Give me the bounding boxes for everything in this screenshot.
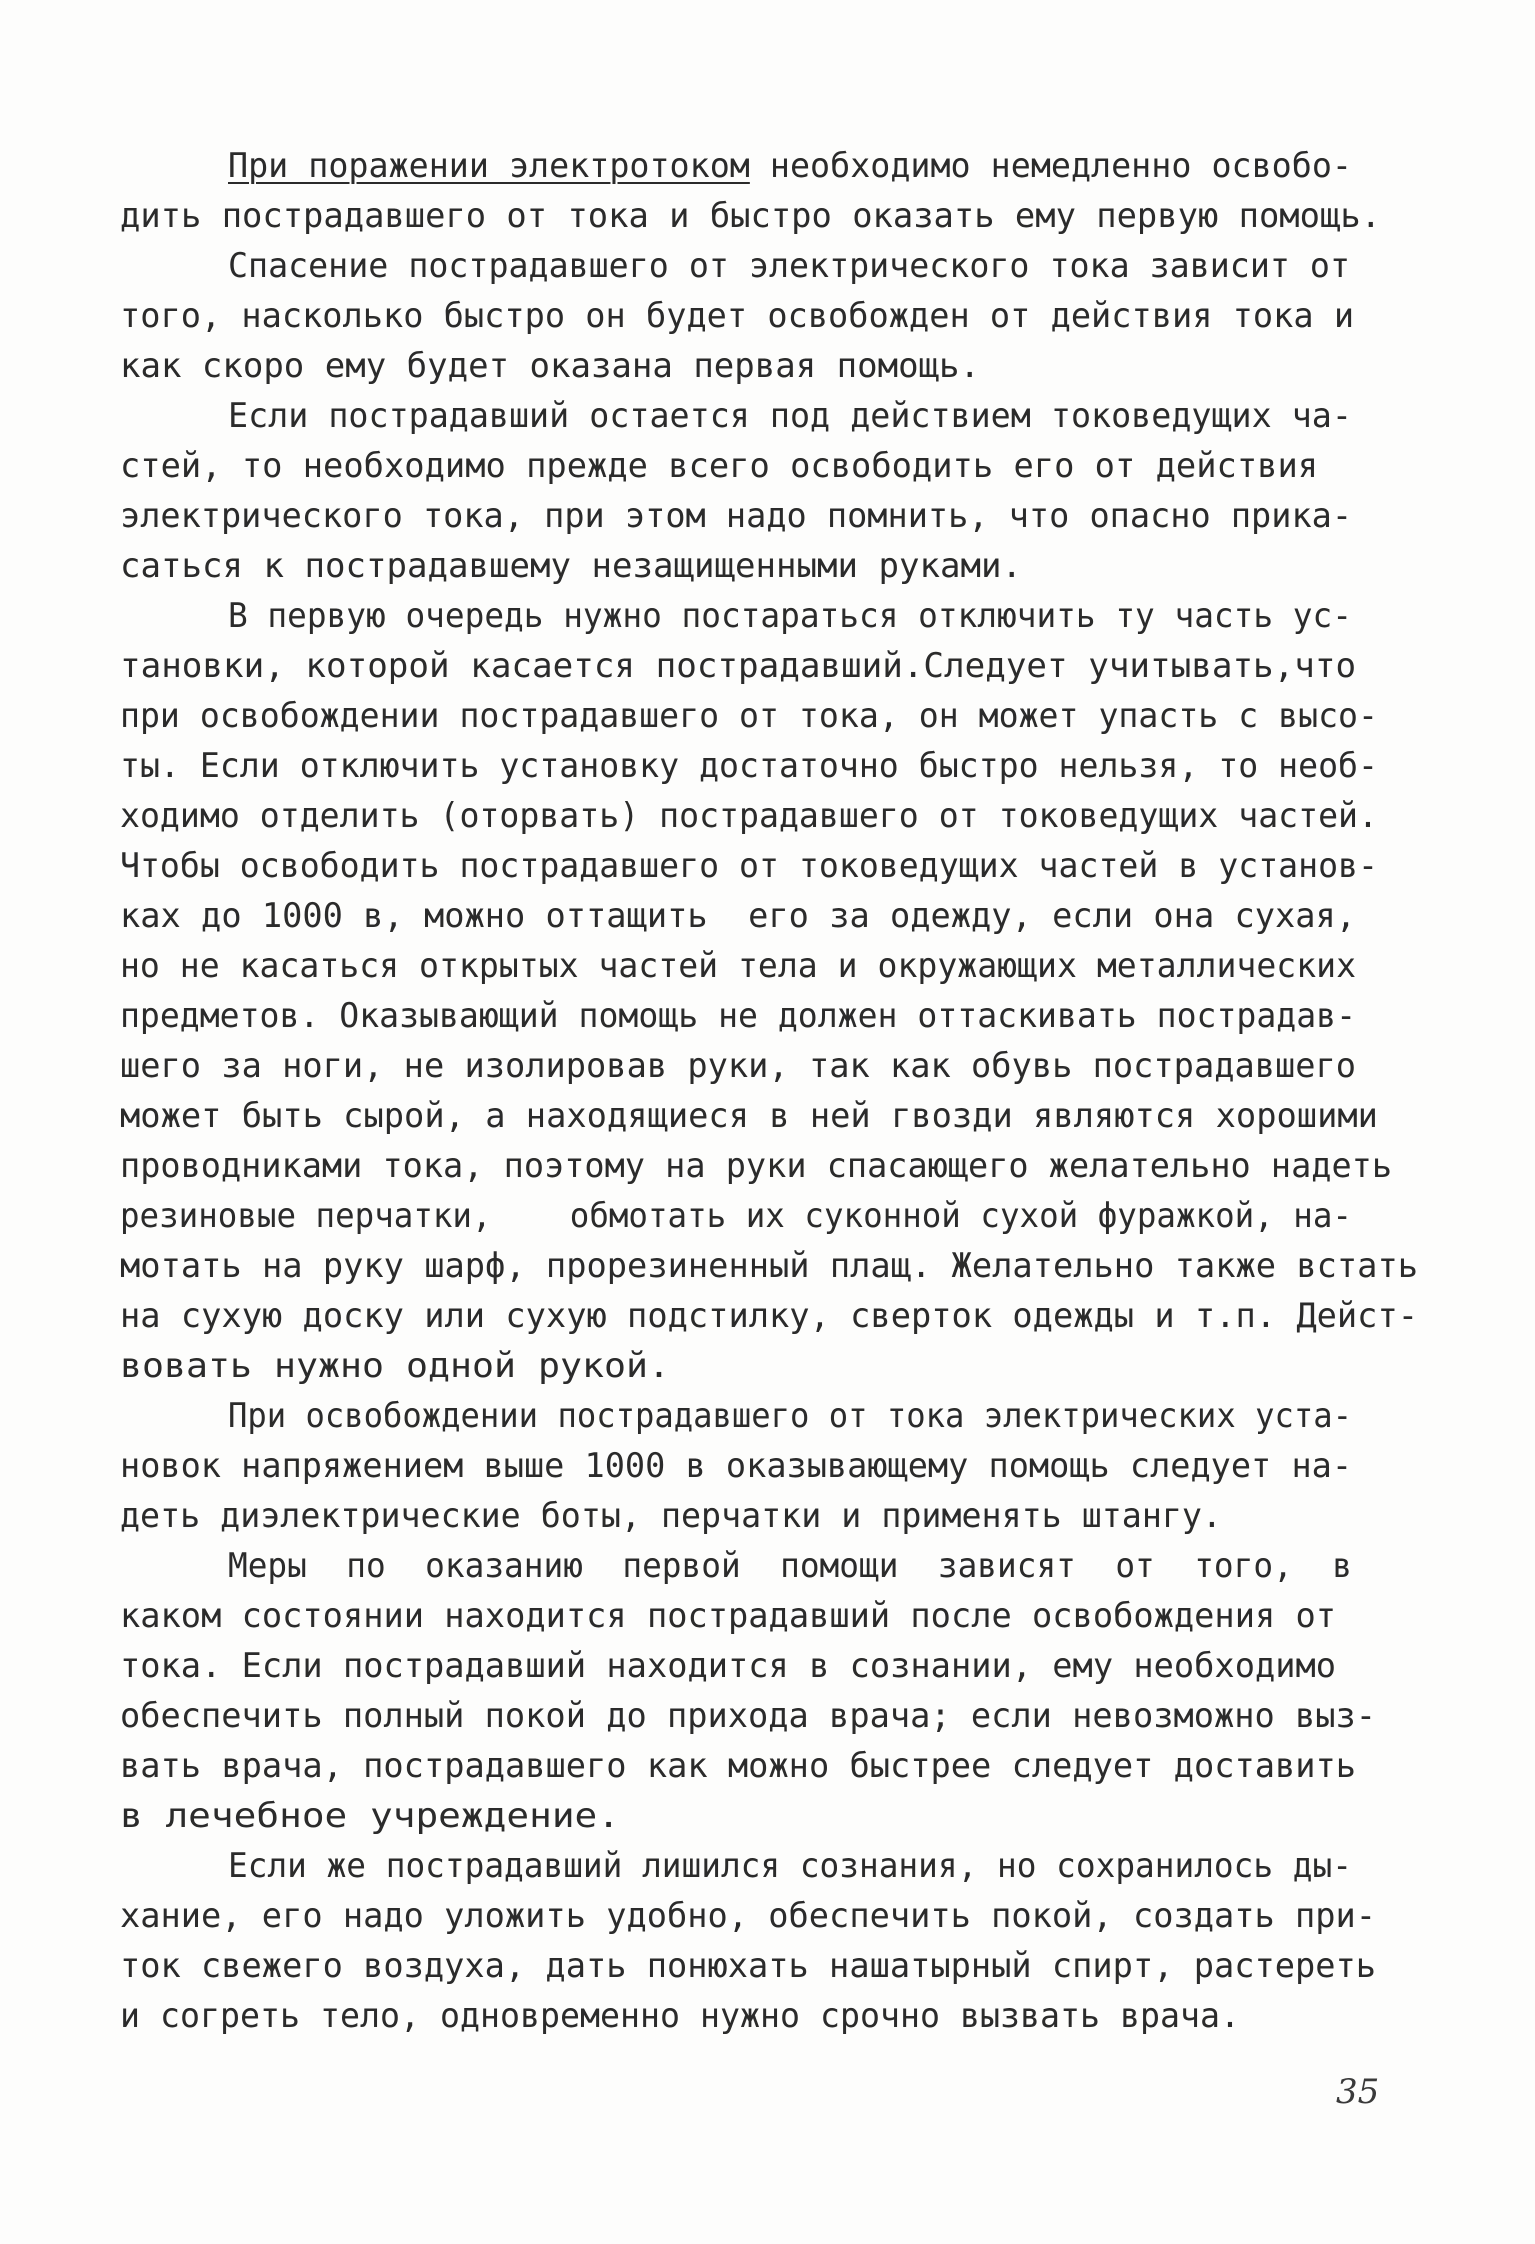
text-line [120,1146,1392,1186]
text-run: но не касаться открытых частей тела и окружающих металлических [120,946,1357,986]
text-line [120,846,1378,886]
text-run: при освобождении пострадавшего от тока, он может упасть с высо- [120,696,1378,736]
text-line [120,1796,620,1836]
text-run: необходимо немедленно освобо- [749,146,1352,186]
text-run: обеспечить полный покой до прихода врача; если невозможно выз- [120,1696,1377,1736]
text-run: При освобождении пострадавшего от тока электрических уста- [228,1396,1352,1436]
text-line [120,496,1352,536]
text-line [120,1596,1336,1636]
text-run: как скоро ему будет оказана первая помощь. [120,346,980,386]
text-line [120,996,1356,1036]
text-line [120,296,1354,336]
text-run: проводниками тока, поэтому на руки спасающего желательно надеть [120,1146,1393,1186]
text-line [228,396,1352,436]
text-line [120,896,1356,936]
text-run: мотать на руку шарф, прорезиненный плащ. Желательно также встать [120,1246,1419,1286]
text-line [120,1746,1356,1786]
text-run: ток свежего воздуха, дать понюхать нашатырный спирт, растереть [120,1946,1377,1986]
text-run: вать врача, пострадавшего как можно быстрее следует доставить [120,1746,1357,1786]
text-line [120,1296,1418,1336]
text-line [120,746,1378,786]
text-run: новок напряжением выше 1000 в оказывающему помощь следует на- [120,1446,1353,1486]
text-run: деть диэлектрические боты, перчатки и применять штангу. [120,1496,1222,1536]
text-line [228,1546,1352,1586]
text-run: Чтобы освободить пострадавшего от токоведущих частей в установ- [120,846,1378,886]
text-run: Спасение пострадавшего от электрического тока зависит от [228,246,1351,286]
text-line [120,1896,1376,1936]
text-run: ты. Если отключить установку достаточно быстро нельзя, то необ- [120,746,1378,786]
text-run: шего за ноги, не изолировав руки, так как обувь пострадавшего [120,1046,1357,1086]
text-run: ках до 1000 в, можно оттащить его за одежду, если она сухая, [120,896,1357,936]
text-run: вовать нужно одной рукой. [120,1346,670,1386]
text-line [120,646,1356,686]
text-run: дить пострадавшего от тока и быстро оказать ему первую помощь. [120,196,1382,236]
text-run: на сухую доску или сухую подстилку, сверток одежды и т.п. Дейст- [120,1296,1419,1336]
text-run: саться к пострадавшему незащищенными руками. [120,546,1023,586]
text-line [228,596,1352,636]
text-run: в лечебное учреждение. [120,1796,621,1836]
text-run: резиновые перчатки, обмотать их суконной сухой фуражкой, на- [120,1196,1352,1236]
text-line [228,1396,1352,1436]
text-run: ходимо отделить (оторвать) пострадавшего от токоведущих частей. [120,796,1378,836]
text-run: тановки, которой касается пострадавший.Следует учитывать,что [120,646,1357,686]
text-line [228,246,1350,286]
text-run: и согреть тело, одновременно нужно срочно вызвать врача. [120,1996,1240,2036]
text-line [120,1996,1240,2036]
text-line [120,446,1318,486]
text-line [120,546,1022,586]
text-line [120,696,1378,736]
text-line [228,146,1352,186]
underlined-text: При поражении электротоком [228,146,750,186]
text-line [120,1696,1376,1736]
text-line [120,1346,670,1386]
text-run: электрического тока, при этом надо помнить, что опасно прика- [120,496,1353,536]
text-run: каком состоянии находится пострадавший после освобождения от [120,1596,1337,1636]
text-line [120,1946,1376,1986]
text-run: предметов. Оказывающий помощь не должен оттаскивать пострадав- [120,996,1357,1036]
text-line [228,1846,1352,1886]
text-line [120,796,1378,836]
text-run: стей, то необходимо прежде всего освободить его от действия [120,446,1319,486]
text-line [120,1496,1222,1536]
text-run: Если же пострадавший лишился сознания, но сохранилось ды- [228,1846,1352,1886]
text-line [120,1446,1352,1486]
text-line [120,1246,1418,1286]
text-run: Если пострадавший остается под действием токоведущих ча- [228,396,1352,436]
text-run: тока. Если пострадавший находится в сознании, ему необходимо [120,1646,1337,1686]
text-line [120,1046,1356,1086]
text-run: того, насколько быстро он будет освобожден от действия тока и [120,296,1355,336]
text-run: хание, его надо уложить удобно, обеспечить покой, создать при- [120,1896,1377,1936]
text-run: В первую очередь нужно постараться отключить ту часть ус- [228,596,1352,636]
page-number: 35 [1336,2072,1380,2112]
text-line [120,1196,1352,1236]
text-line [120,346,980,386]
text-line [120,946,1356,986]
text-line [120,1096,1378,1136]
text-run: Меры по оказанию первой помощи зависят от того, в [228,1546,1352,1586]
text-line [120,196,1381,236]
text-run: может быть сырой, а находящиеся в ней гвозди являются хорошими [120,1096,1378,1136]
text-line [120,1646,1336,1686]
